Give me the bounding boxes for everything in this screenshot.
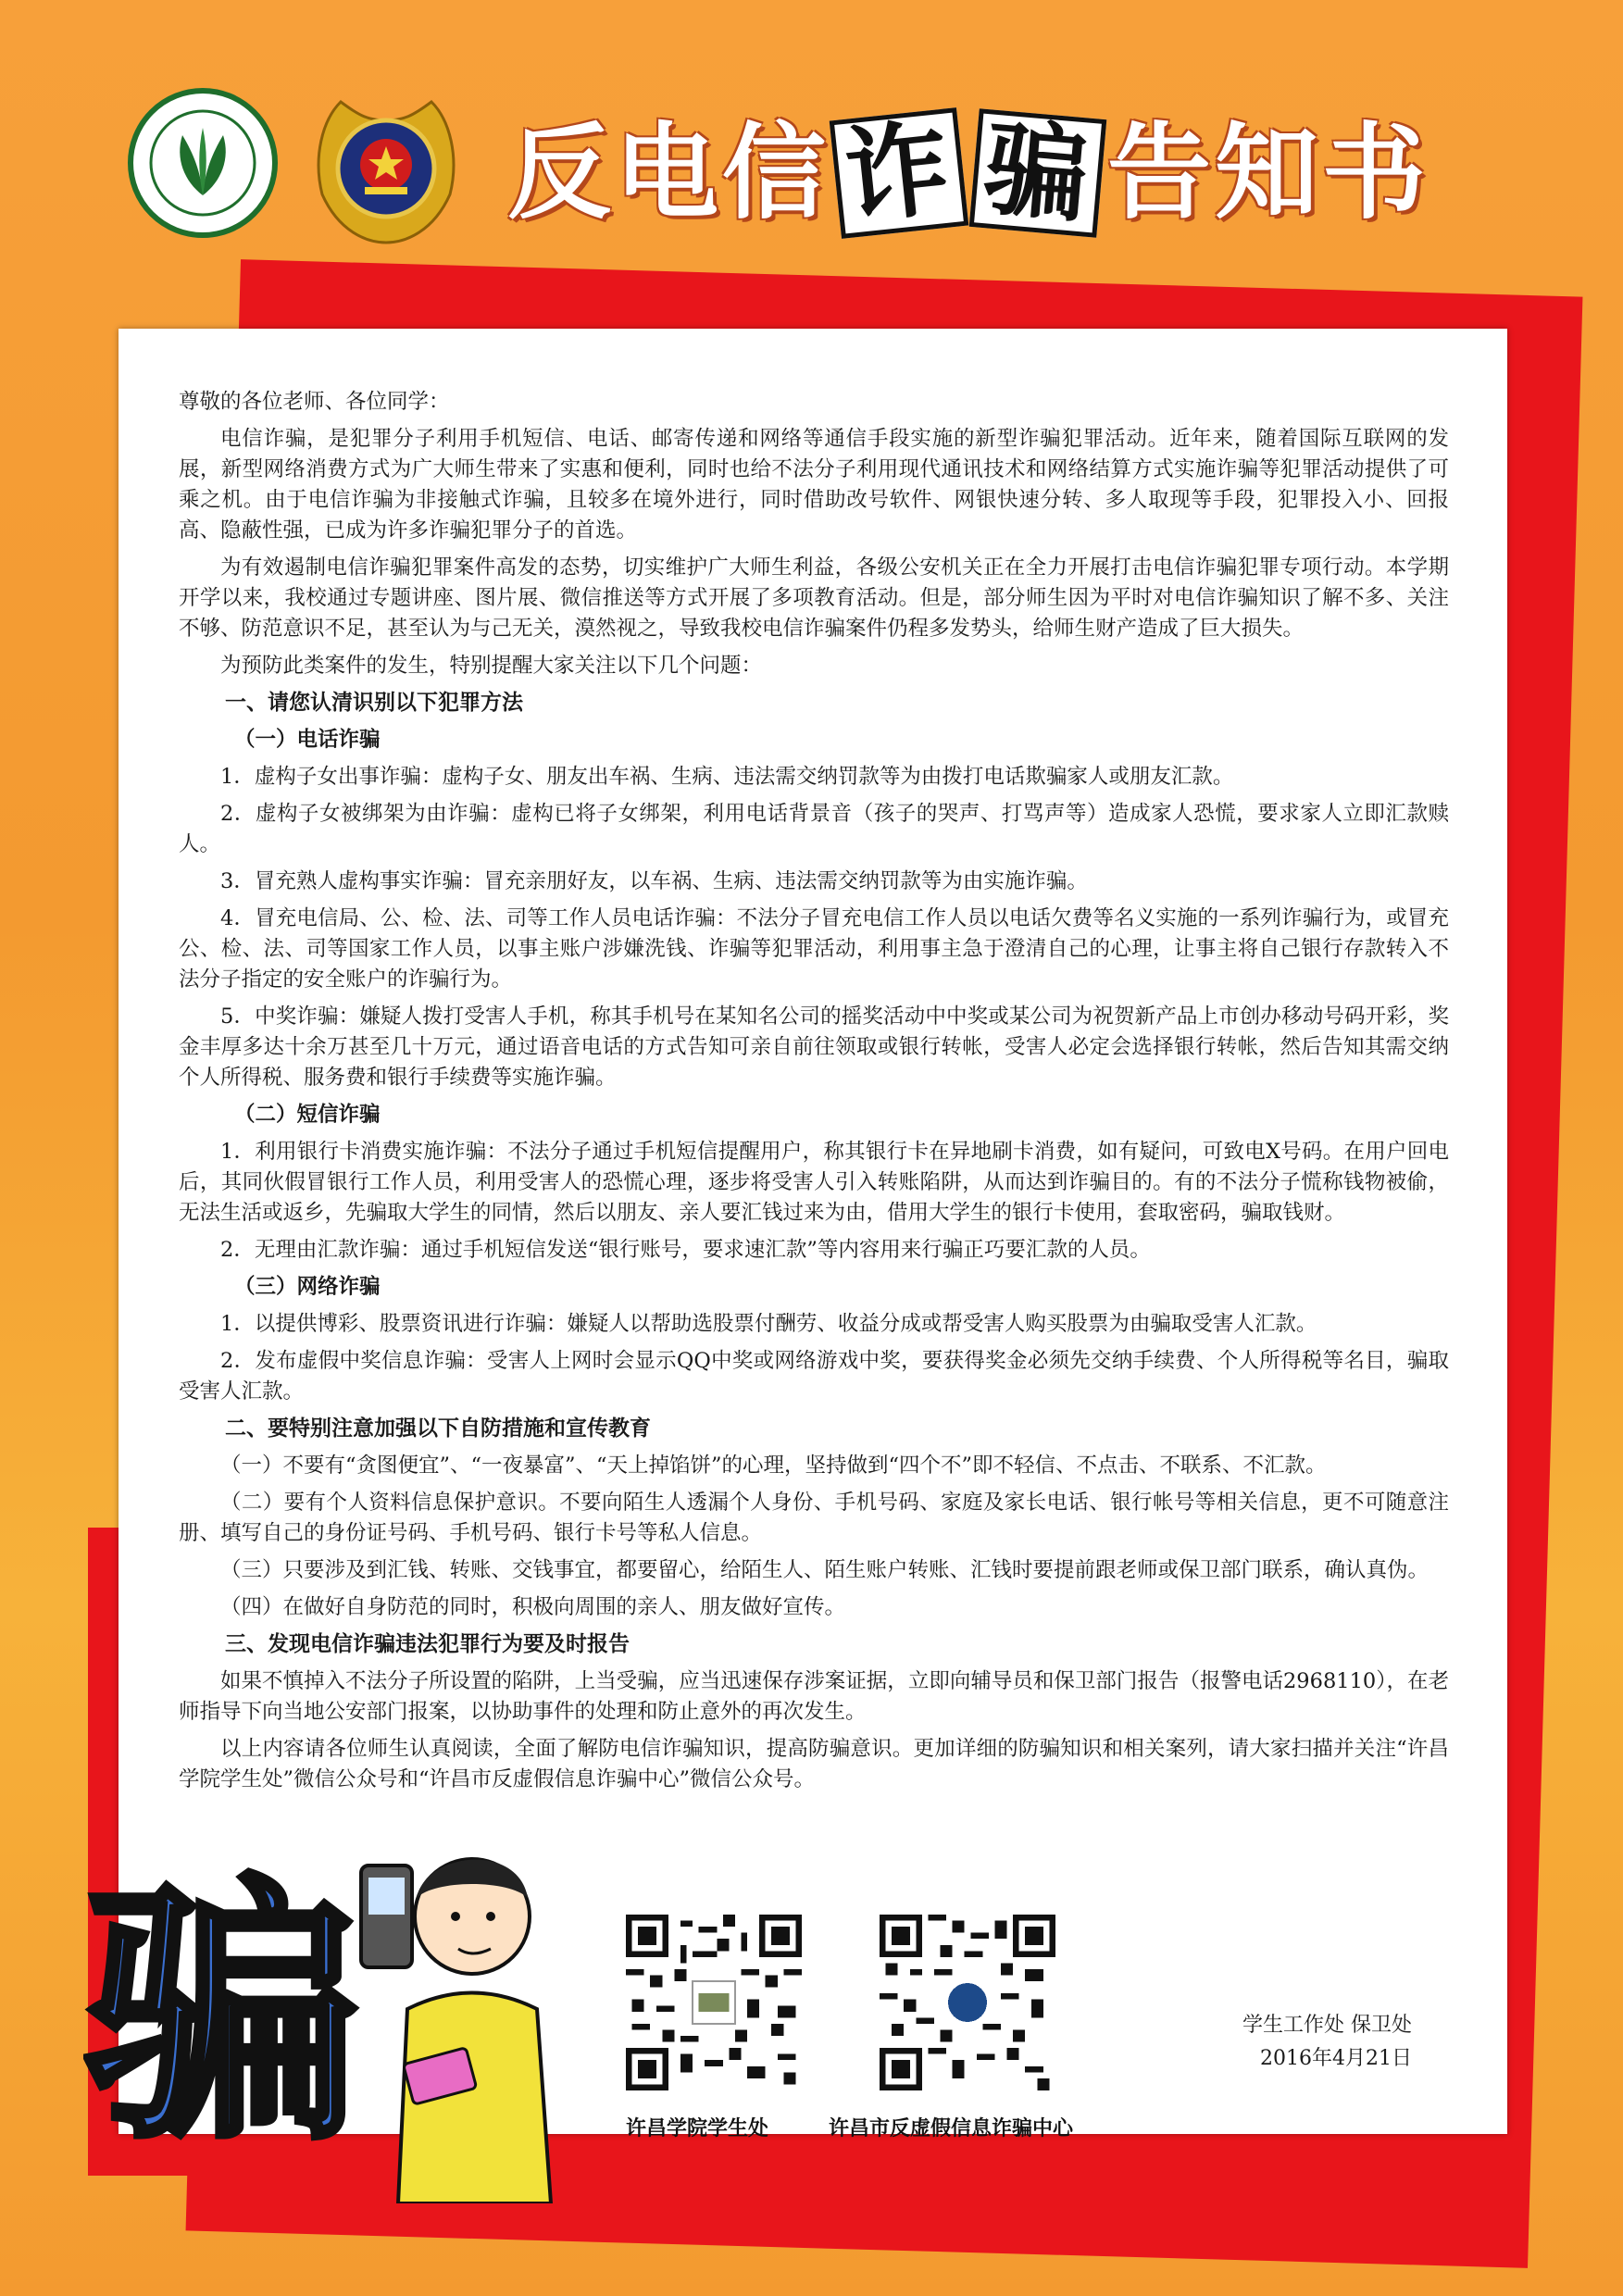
- list-item: 5．中奖诈骗：嫌疑人拨打受害人手机，称其手机号在某知名公司的摇奖活动中中奖或某公司为祝贺新产品上市创办移动号码开彩，奖金丰厚多达十余万甚至几十万元，通过语音电话的方式告知可亲自前往领取或银行转帐，受害人必定会选择银行转帐，然后告知其需交纳个人所得税、服务费和银行手续费等实施诈骗。: [179, 1004, 1449, 1090]
- closing-paragraph: 以上内容请各位师生认真阅读，全面了解防电信诈骗知识，提高防骗意识。更加详细的防骗知识和相关案列，请大家扫描并关注“许昌学院学生处”微信公众号和“许昌市反虚假信息诈骗中心”微信公众号。: [179, 1737, 1449, 1791]
- list-item: 1．以提供博彩、股票资讯进行诈骗：嫌疑人以帮助选股票付酬劳、收益分成或帮受害人购买股票为由骗取受害人汇款。: [220, 1312, 1317, 1336]
- leaf-icon: [147, 107, 258, 218]
- subsection-phone-title: （一）电话诈骗: [234, 728, 381, 752]
- police-badge-icon: [304, 83, 468, 248]
- qr-code-icon: [626, 1915, 802, 2090]
- title-part-1: 反电信: [507, 113, 830, 233]
- signature-department: 学生工作处 保卫处: [1242, 2014, 1412, 2037]
- section-3-title: 三、发现电信诈骗违法犯罪行为要及时报告: [225, 1632, 630, 1656]
- list-item: （三）只要涉及到汇钱、转账、交钱事宜，都要留心，给陌生人、陌生账户转账、汇钱时要提前跟老师或保卫部门联系，确认真伪。: [220, 1558, 1429, 1582]
- fraud-cartoon: [83, 1778, 565, 2203]
- list-item: （一）不要有“贪图便宜”、“一夜暴富”、“天上掉馅饼”的心理，坚持做到“四个不”即不轻信、不点击、不联系、不汇款。: [220, 1454, 1327, 1478]
- page-header: [0, 0, 1623, 306]
- school-logo: [128, 88, 278, 238]
- signature-block: [1199, 2009, 1412, 2076]
- intro-paragraph-3: 为预防此类案件的发生，特别提醒大家关注以下几个问题：: [220, 654, 763, 678]
- police-emblem: [304, 83, 468, 248]
- notice-body: [179, 387, 1449, 1802]
- list-item: 2．发布虚假中奖信息诈骗：受害人上网时会显示QQ中奖或网络游戏中奖，要获得奖金必须先交纳手续费、个人所得税等名目，骗取受害人汇款。: [179, 1349, 1449, 1404]
- section-2-title: 二、要特别注意加强以下自防措施和宣传教育: [225, 1416, 651, 1441]
- intro-paragraph-1: 电信诈骗，是犯罪分子利用手机短信、电话、邮寄传递和网络等通信手段实施的新型诈骗犯罪活动。近年来，随着国际互联网的发展，新型网络消费方式为广大师生带来了实惠和便利，同时也给不法分子利用现代通讯技术和网络结算方式实施诈骗等犯罪活动提供了可乘之机。由于电信诈骗为非接触式诈骗，且较多在境外进行，同时借助改号软件、网银快速分转、多人取现等手段，犯罪投入小、回报高、隐蔽性强，已成为许多诈骗犯罪分子的首选。: [179, 427, 1449, 543]
- list-item: 1．利用银行卡消费实施诈骗：不法分子通过手机短信提醒用户，称其银行卡在异地刷卡消费，如有疑问，可致电X号码。在用户回电后，其同伙假冒银行工作人员，利用受害人的恐慌心理，逐步将受害人引入转账陷阱，从而达到诈骗目的。有的不法分子慌称钱物被偷，无法生活或返乡，先骗取大学生的同情，然后以朋友、亲人要汇钱过来为由，借用大学生的银行卡使用，套取密码，骗取钱财。: [179, 1140, 1449, 1225]
- title-part-4: 告知书: [1107, 113, 1429, 233]
- page-title: [507, 104, 1429, 243]
- list-item: 2．无理由汇款诈骗：通过手机短信发送“银行账号，要求速汇款”等内容用来行骗正巧要汇款的人员。: [220, 1238, 1151, 1262]
- list-item: 2．虚构子女被绑架为由诈骗：虚构已将子女绑架，利用电话背景音（孩子的哭声、打骂声等）造成家人恐慌，要求家人立即汇款赎人。: [179, 802, 1449, 856]
- subsection-network-title: （三）网络诈骗: [234, 1275, 381, 1299]
- signature-date: 2016年4月21日: [1260, 2047, 1412, 2070]
- qr-label-student-office: 许昌学院学生处: [626, 2117, 769, 2140]
- title-part-2: 诈: [830, 107, 969, 239]
- section-3-paragraph: 如果不慎掉入不法分子所设置的陷阱，上当受骗，应当迅速保存涉案证据，立即向辅导员和保卫部门报告（报警电话2968110），在老师指导下向当地公安部门报案，以协助事件的处理和防止意外的再次发生。: [179, 1669, 1449, 1724]
- qr-label-anti-fraud-center: 许昌市反虚假信息诈骗中心: [829, 2117, 1074, 2140]
- list-item: 1．虚构子女出事诈骗：虚构子女、朋友出车祸、生病、违法需交纳罚款等为由拨打电话欺骗家人或朋友汇款。: [220, 765, 1234, 789]
- list-item: 3．冒充熟人虚构事实诈骗：冒充亲朋好友，以车祸、生病、违法需交纳罚款等为由实施诈骗。: [220, 869, 1088, 893]
- list-item: 4．冒充电信局、公、检、法、司等工作人员电话诈骗：不法分子冒充电信工作人员以电话欠费等名义实施的一系列诈骗行为，或冒充公、检、法、司等国家工作人员，以事主账户涉嫌洗钱、诈骗等犯罪活动，利用事主急于澄清自己的心理，让事主将自己银行存款转入不法分子指定的安全账户的诈骗行为。: [179, 906, 1449, 992]
- list-item: （二）要有个人资料信息保护意识。不要向陌生人透漏个人身份、手机号码、家庭及家长电话、银行帐号等相关信息，更不可随意注册、填写自己的身份证号码、手机号码、银行卡号等私人信息。: [179, 1491, 1449, 1545]
- subsection-sms-title: （二）短信诈骗: [234, 1103, 381, 1127]
- qr-code-icon: [880, 1915, 1055, 2090]
- cartoon-character: 骗: [83, 1853, 361, 2177]
- section-1-title: 一、请您认清识别以下犯罪方法: [225, 691, 523, 715]
- intro-paragraph-2: 为有效遏制电信诈骗犯罪案件高发的态势，切实维护广大师生利益，各级公安机关正在全力开展打击电信诈骗犯罪专项行动。本学期开学以来，我校通过专题讲座、图片展、微信推送等方式开展了多项教育活动。但是，部分师生因为平时对电信诈骗知识了解不多、关注不够、防范意识不足，甚至认为与己无关，漠然视之，导致我校电信诈骗案件仍程多发势头，给师生财产造成了巨大损失。: [179, 555, 1449, 641]
- title-part-3: 骗: [969, 108, 1107, 238]
- greeting: 尊敬的各位老师、各位同学：: [179, 390, 450, 414]
- qr-code-student-office[interactable]: [626, 1915, 802, 2090]
- cartoon-illustration-icon: [83, 1778, 565, 2203]
- list-item: （四）在做好自身防范的同时，积极向周围的亲人、朋友做好宣传。: [220, 1595, 846, 1619]
- qr-code-anti-fraud-center[interactable]: [880, 1915, 1055, 2090]
